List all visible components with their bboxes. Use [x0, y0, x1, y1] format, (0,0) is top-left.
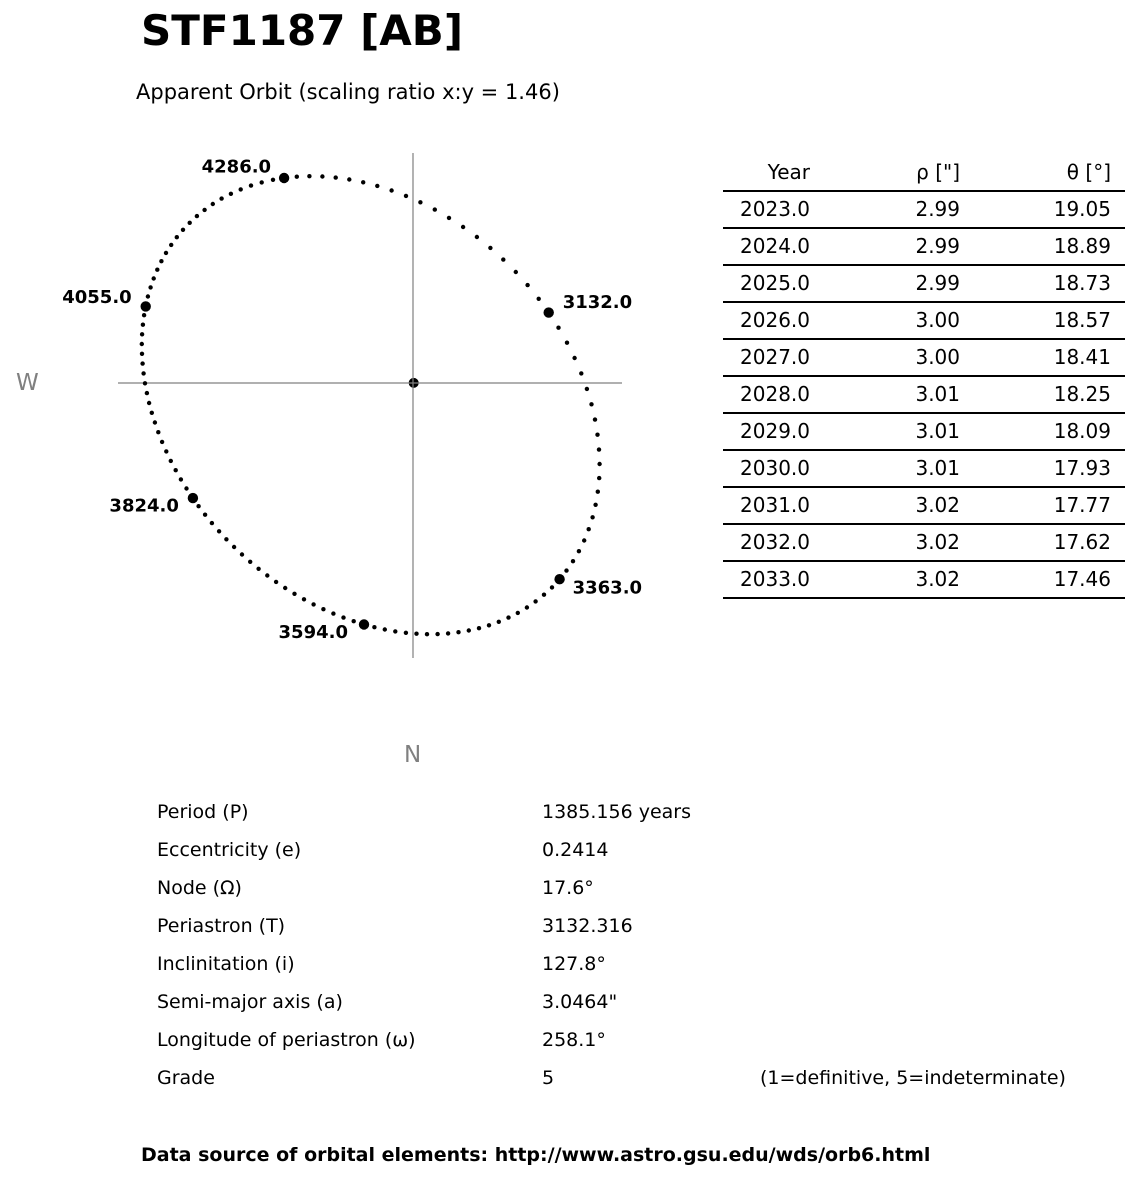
- orbit-dot: [456, 630, 460, 634]
- element-label: Period (P): [157, 801, 249, 823]
- epoch-dot: [554, 574, 564, 584]
- table-cell: 17.46: [970, 561, 1125, 598]
- table-cell: 17.77: [970, 487, 1125, 524]
- page-title: STF1187 [AB]: [141, 6, 464, 55]
- table-cell: 18.09: [970, 413, 1125, 450]
- table-cell: 2030.0: [723, 450, 820, 487]
- epoch-label: 4286.0: [201, 156, 272, 178]
- element-value: 127.8°: [542, 953, 606, 975]
- element-value: 258.1°: [542, 1029, 606, 1051]
- orbit-dot: [467, 628, 471, 632]
- epoch-label: 3594.0: [278, 622, 348, 643]
- orbital-elements: [0, 793, 1141, 1103]
- orbit-dot: [446, 631, 450, 635]
- orbit-dot: [202, 208, 206, 212]
- orbit-dot: [542, 593, 546, 597]
- table-header-cell: θ [°]: [970, 155, 1125, 191]
- table-cell: 2025.0: [723, 265, 820, 302]
- element-label: Eccentricity (e): [157, 839, 302, 861]
- element-label: Grade: [157, 1067, 215, 1089]
- orbit-dot: [447, 216, 451, 220]
- orbit-dot: [383, 627, 387, 631]
- table-cell: 3.02: [820, 561, 970, 598]
- table-cell: 2033.0: [723, 561, 820, 598]
- element-note: (1=definitive, 5=indeterminate): [760, 1067, 1066, 1089]
- orbit-dot: [341, 615, 345, 619]
- table-cell: 2029.0: [723, 413, 820, 450]
- ephemeris-table: [723, 155, 1125, 599]
- orbit-dot: [525, 283, 529, 287]
- epoch-label: 3824.0: [109, 495, 179, 517]
- epoch-label: 4055.0: [62, 286, 132, 308]
- table-cell: 18.41: [970, 339, 1125, 376]
- orbit-dot: [488, 246, 492, 250]
- table-cell: 3.01: [820, 450, 970, 487]
- orbit-dot: [196, 504, 200, 508]
- orbit-dot: [579, 371, 583, 375]
- table-row: [723, 561, 1125, 598]
- orbit-dot: [347, 177, 351, 181]
- table-row: [723, 413, 1125, 450]
- page-subtitle: Apparent Orbit (scaling ratio x:y = 1.46): [136, 80, 560, 104]
- epoch-markers: [62, 157, 642, 644]
- orbit-dot: [295, 175, 299, 179]
- orbit-dot: [593, 417, 597, 421]
- orbit-dot: [497, 620, 501, 624]
- element-row: [0, 945, 1141, 983]
- orbit-dot: [404, 194, 408, 198]
- orbit-dot: [181, 228, 185, 232]
- orbit-dot: [565, 341, 569, 345]
- orbit-dot: [140, 352, 144, 356]
- table-row: [723, 487, 1125, 524]
- orbit-dot: [589, 402, 593, 406]
- element-value: 3.0464": [542, 991, 618, 1013]
- element-label: Longitude of periastron (ω): [157, 1029, 416, 1051]
- table-cell: 3.02: [820, 487, 970, 524]
- orbit-dot: [582, 538, 586, 542]
- table-row: [723, 339, 1125, 376]
- element-value: 1385.156 years: [542, 801, 691, 823]
- orbit-plot: [0, 0, 700, 790]
- orbit-dot: [321, 607, 325, 611]
- orbit-dot: [155, 268, 159, 272]
- orbit-dot: [404, 631, 408, 635]
- table-cell: 18.73: [970, 265, 1125, 302]
- orbit-dot: [425, 632, 429, 636]
- orbit-dot: [477, 626, 481, 630]
- orbit-dot: [283, 586, 287, 590]
- table-cell: 18.25: [970, 376, 1125, 413]
- orbit-dot: [418, 200, 422, 204]
- orbit-dot: [203, 513, 207, 517]
- orbit-dot: [435, 632, 439, 636]
- orbit-dot: [169, 243, 173, 247]
- orbit-dot: [516, 611, 520, 615]
- orbit-dot: [533, 599, 537, 603]
- orbit-dot: [210, 521, 214, 525]
- orbit-dot: [590, 515, 594, 519]
- table-cell: 2032.0: [723, 524, 820, 561]
- orbit-dot: [142, 313, 146, 317]
- table-cell: 3.00: [820, 302, 970, 339]
- north-label: N: [404, 742, 422, 768]
- table-cell: 18.89: [970, 228, 1125, 265]
- table-cell: 3.01: [820, 376, 970, 413]
- element-label: Node (Ω): [157, 877, 242, 899]
- orbit-dot: [537, 297, 541, 301]
- element-row: [0, 1059, 1141, 1097]
- data-source-footer: Data source of orbital elements: http://www.astro.gsu.edu/wds/orb6.html: [141, 1144, 931, 1166]
- orbit-dot: [146, 294, 150, 298]
- table-cell: 2023.0: [723, 191, 820, 228]
- table-row: [723, 450, 1125, 487]
- table-cell: 2031.0: [723, 487, 820, 524]
- table-cell: 3.00: [820, 339, 970, 376]
- table-cell: 2027.0: [723, 339, 820, 376]
- orbit-dot: [175, 235, 179, 239]
- orbit-dot: [160, 440, 164, 444]
- element-value: 17.6°: [542, 877, 594, 899]
- element-row: [0, 793, 1141, 831]
- element-row: [0, 869, 1141, 907]
- orbit-dot: [361, 180, 365, 184]
- orbit-dot: [595, 433, 599, 437]
- orbit-dot: [550, 585, 554, 589]
- orbit-dot: [140, 332, 144, 336]
- orbit-dot: [240, 552, 244, 556]
- orbit-dot: [274, 580, 278, 584]
- orbit-dot: [229, 192, 233, 196]
- orbit-dot: [514, 270, 518, 274]
- orbit-dot: [475, 235, 479, 239]
- orbit-dot: [248, 560, 252, 564]
- orbit-dot: [143, 381, 147, 385]
- orbit-dot: [140, 342, 144, 346]
- element-row: [0, 907, 1141, 945]
- orbit-dot: [334, 175, 338, 179]
- orbit-dot: [572, 356, 576, 360]
- orbit-dot: [152, 276, 156, 280]
- orbit-dot: [141, 371, 145, 375]
- table-cell: 2.99: [820, 228, 970, 265]
- ephemeris-table-body: [723, 191, 1125, 598]
- orbit-dot: [219, 196, 223, 200]
- orbit-dot: [564, 568, 568, 572]
- table-row: [723, 265, 1125, 302]
- orbit-dot: [260, 180, 264, 184]
- orbit-dot: [141, 323, 145, 327]
- orbit-dot: [571, 559, 575, 563]
- orbit-dot: [249, 183, 253, 187]
- orbit-dot: [184, 486, 188, 490]
- orbit-dot: [150, 411, 154, 415]
- orbit-dot: [352, 619, 356, 623]
- element-value: 5: [542, 1067, 555, 1089]
- orbit-dot: [597, 462, 601, 466]
- element-label: Semi-major axis (a): [157, 991, 343, 1013]
- orbit-dot: [159, 259, 163, 263]
- table-header-cell: ρ ["]: [820, 155, 970, 191]
- orbit-dot: [587, 527, 591, 531]
- epoch-dot: [188, 493, 198, 503]
- orbit-dot: [211, 202, 215, 206]
- orbit-dot: [232, 545, 236, 549]
- orbit-dot: [414, 632, 418, 636]
- element-value: 3132.316: [542, 915, 633, 937]
- orbit-dot: [501, 257, 505, 261]
- table-row: [723, 191, 1125, 228]
- orbit-dot: [153, 420, 157, 424]
- orbit-dot: [179, 477, 183, 481]
- element-value: 0.2414: [542, 839, 609, 861]
- orbit-dot: [461, 225, 465, 229]
- orbit-dot: [195, 214, 199, 218]
- orbit-dot: [188, 221, 192, 225]
- table-cell: 3.01: [820, 413, 970, 450]
- orbit-dot: [585, 387, 589, 391]
- table-row: [723, 302, 1125, 339]
- orbit-dot: [597, 447, 601, 451]
- element-row: [0, 983, 1141, 1021]
- orbit-dot: [506, 615, 510, 619]
- table-row: [723, 376, 1125, 413]
- epoch-label: 3132.0: [562, 292, 633, 314]
- table-cell: 2026.0: [723, 302, 820, 339]
- west-label: W: [16, 370, 39, 396]
- table-cell: 17.62: [970, 524, 1125, 561]
- element-label: Periastron (T): [157, 915, 286, 937]
- element-row: [0, 1021, 1141, 1059]
- orbit-dot: [156, 430, 160, 434]
- orbit-dot: [311, 602, 315, 606]
- epoch-label: 3363.0: [572, 577, 643, 599]
- table-cell: 2028.0: [723, 376, 820, 413]
- epoch-dot: [359, 619, 369, 629]
- orbit-dot: [525, 605, 529, 609]
- table-cell: 19.05: [970, 191, 1125, 228]
- table-cell: 18.57: [970, 302, 1125, 339]
- table-row: [723, 524, 1125, 561]
- orbit-dot: [147, 401, 151, 405]
- orbit-dot: [389, 188, 393, 192]
- orbit-dot: [372, 625, 376, 629]
- orbit-dot: [597, 476, 601, 480]
- element-label: Inclinitation (i): [157, 953, 295, 975]
- orbit-dot: [217, 529, 221, 533]
- orbit-dot: [265, 573, 269, 577]
- element-row: [0, 831, 1141, 869]
- table-row: [723, 228, 1125, 265]
- orbit-dot: [433, 207, 437, 211]
- orbit-dot: [320, 174, 324, 178]
- orbit-dot: [145, 391, 149, 395]
- orbit-dot: [302, 597, 306, 601]
- orbit-dot: [169, 459, 173, 463]
- orbit-dot: [593, 503, 597, 507]
- orbit-dot: [239, 187, 243, 191]
- table-cell: 2024.0: [723, 228, 820, 265]
- table-header-row: [723, 155, 1125, 191]
- orbit-dot: [164, 449, 168, 453]
- orbit-dot: [224, 537, 228, 541]
- orbit-dots: [140, 174, 602, 636]
- orbit-dot: [271, 178, 275, 182]
- orbit-dot: [292, 592, 296, 596]
- orbit-dot: [596, 490, 600, 494]
- orbit-dot: [174, 468, 178, 472]
- orbit-dot: [375, 184, 379, 188]
- orbit-dot: [577, 549, 581, 553]
- epoch-dot: [279, 173, 289, 183]
- orbit-dot: [140, 361, 144, 365]
- orbit-dot: [256, 567, 260, 571]
- table-cell: 3.02: [820, 524, 970, 561]
- epoch-dot: [141, 301, 151, 311]
- epoch-dot: [544, 307, 554, 317]
- orbit-dot: [487, 623, 491, 627]
- orbit-dot: [164, 251, 168, 255]
- ephemeris-table-head: [723, 155, 1125, 191]
- orbit-dot: [331, 611, 335, 615]
- table-header-cell: Year: [723, 155, 820, 191]
- table-cell: 17.93: [970, 450, 1125, 487]
- orbit-dot: [148, 285, 152, 289]
- orbit-dot: [556, 326, 560, 330]
- orbit-dot: [393, 629, 397, 633]
- table-cell: 2.99: [820, 191, 970, 228]
- orbit-dot: [307, 174, 311, 178]
- table-cell: 2.99: [820, 265, 970, 302]
